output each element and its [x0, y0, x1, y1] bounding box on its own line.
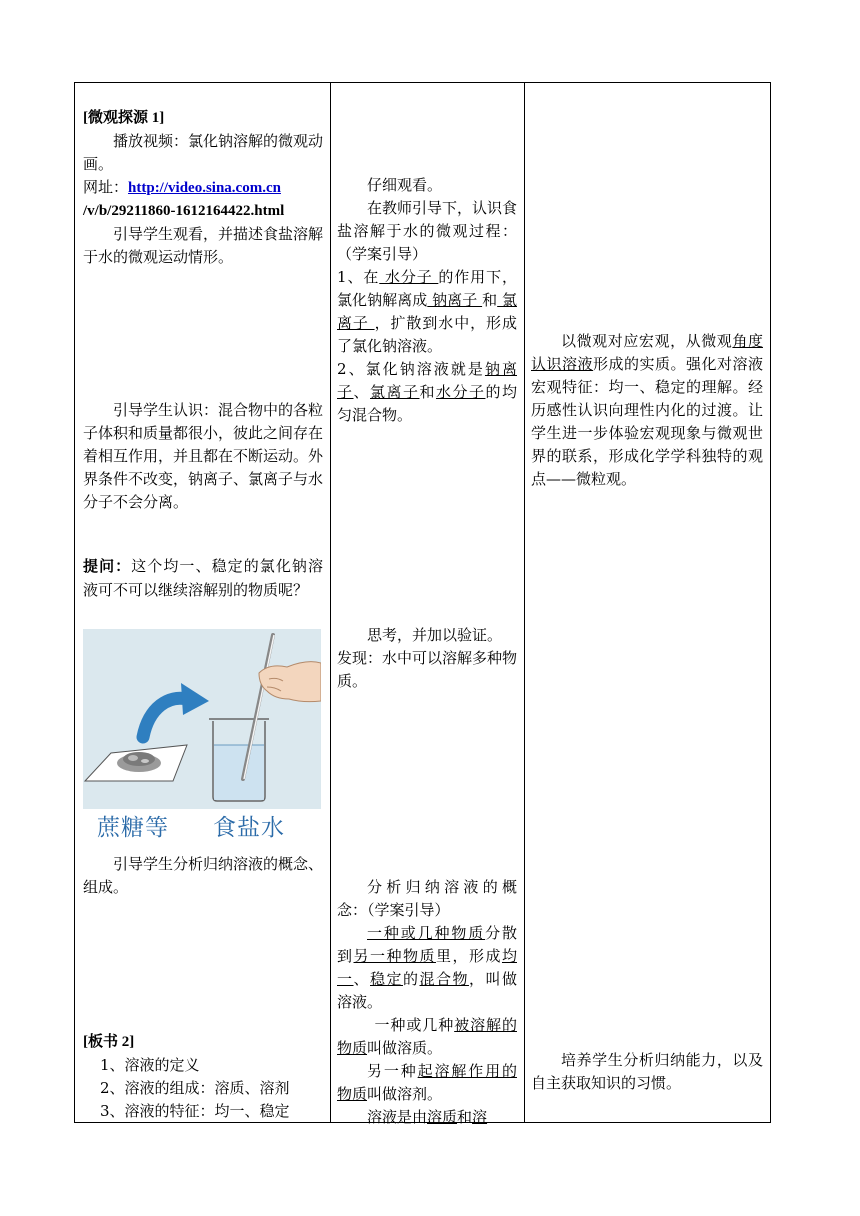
key-term: 溶 — [472, 1108, 488, 1126]
question-text: 这个均一、稳定的氯化钠溶液可不可以继续溶解别的物质呢？ — [83, 557, 323, 599]
url-line — [83, 176, 323, 200]
caption-salt-water: 食盐水 — [213, 815, 285, 841]
fill-answer: 氯离子 — [337, 291, 517, 332]
guide-paragraph: 引导学生认识：混合物中的各粒子体积和质量都很小，彼此之间存在着相互作用，并且都在不断运动。外界条件不改变，钠离子、氯离子与水分子不会分离。 — [83, 401, 324, 511]
intent-paragraph — [531, 330, 763, 491]
text: 叫做溶剂。 — [367, 1085, 443, 1103]
key-term: 角度认识溶液 — [531, 332, 763, 373]
micro-source-block — [83, 107, 323, 269]
text: 和 — [482, 291, 498, 309]
think-text: 思考，并加以验证。 — [367, 626, 503, 644]
question-label: 提问： — [83, 559, 132, 575]
text: 一种或几种 — [374, 1016, 455, 1034]
student-observe-block — [337, 174, 517, 427]
text: 形成的实质。强化对溶液宏观特征：均一、稳定的理解。经历感性认识向理性内化的过渡。让学生进一步体验宏观现象与微观世界的联系，形成化学学科独特的观点——微粒观。 — [531, 355, 763, 488]
lesson-table — [74, 82, 771, 1126]
student-concept-block — [337, 876, 517, 1129]
illustration-caption — [83, 809, 321, 849]
concept-guide-paragraph: 引导学生分析归纳溶液的概念、组成。 — [83, 855, 324, 896]
column-divider — [524, 83, 525, 1122]
text: 里，形成 — [435, 947, 502, 965]
observe-instruction: 引导学生观看，并描述食盐溶解于水的微观运动情形。 — [83, 225, 324, 266]
intent-block-2 — [531, 1049, 763, 1095]
text: 和 — [419, 383, 436, 401]
question-block — [83, 555, 323, 602]
key-term: 溶质 — [427, 1108, 458, 1126]
guide-intro: 在教师引导下，认识食盐溶解于水的微观过程：（学案引导） — [337, 199, 518, 263]
text: 溶液是由 — [367, 1108, 428, 1126]
text: 叫做溶质。 — [367, 1039, 443, 1057]
concept-intro: 分析归纳溶液的概念：（学案引导） — [337, 878, 517, 919]
text: 另一种 — [367, 1062, 418, 1080]
fill-answer: 钠离子 — [337, 360, 517, 401]
video-link[interactable]: http://video.sina.com.cn — [128, 180, 281, 196]
text: ，扩散到水中，形成了氯化钠溶液。 — [337, 314, 517, 355]
key-term: 被溶解的物质 — [337, 1016, 517, 1057]
fill-answer: 氯离子 — [370, 383, 420, 401]
process-item-1 — [337, 266, 517, 358]
text: 、 — [353, 970, 370, 988]
solvent-definition — [337, 1060, 517, 1106]
section-heading: [微观探源 1] — [83, 110, 165, 126]
fill-answer: 钠离子 — [427, 291, 483, 309]
watch-text: 仔细观看。 — [367, 176, 443, 194]
guide-block — [83, 399, 323, 514]
key-term: 一种或几种物质 — [367, 924, 486, 942]
url-label: 网址： — [83, 178, 129, 196]
key-term: 均一 — [337, 947, 517, 988]
process-item-2 — [337, 358, 517, 427]
dissolving-drawing — [83, 629, 321, 809]
board-item: 3、溶液的特征：均一、稳定 — [100, 1102, 290, 1120]
text: ，叫做溶液。 — [337, 970, 517, 1011]
text: 分散到 — [337, 924, 517, 965]
board-block — [83, 1031, 323, 1123]
text: 、 — [353, 383, 370, 401]
found-text: 发现：水中可以溶解多种物质。 — [337, 649, 518, 690]
key-term: 混合物 — [419, 970, 469, 988]
question-paragraph — [83, 555, 323, 602]
text: 的作用下，氯化钠解离成 — [337, 268, 517, 309]
dissolving-illustration — [83, 629, 321, 849]
url-path: /v/b/29211860-1612164422.html — [83, 203, 285, 219]
text: 的 — [402, 970, 420, 988]
concept-guide-block — [83, 853, 323, 899]
board-item: 2、溶液的组成：溶质、溶剂 — [100, 1079, 290, 1097]
text: 的均匀混合物。 — [337, 383, 517, 424]
text: 以微观对应宏观，从微观 — [561, 332, 733, 350]
text: 2、氯化钠溶液就是 — [337, 360, 485, 378]
caption-sugar: 蔗糖等 — [97, 815, 169, 841]
fill-answer: 水分子 — [379, 268, 439, 286]
solution-definition — [337, 922, 517, 1014]
key-term: 起溶解作用的物质 — [337, 1062, 517, 1103]
composition-line — [337, 1106, 517, 1129]
solute-definition — [337, 1014, 517, 1060]
fill-answer: 水分子 — [435, 383, 486, 401]
student-think-block — [337, 624, 517, 693]
board-item: 1、溶液的定义 — [100, 1056, 200, 1074]
text: 和 — [457, 1108, 473, 1126]
key-term: 稳定 — [370, 970, 403, 988]
text: 1、在 — [337, 268, 380, 286]
section-heading: [板书 2] — [83, 1034, 135, 1050]
key-term: 另一种物质 — [353, 947, 436, 965]
intent-block-1 — [531, 330, 763, 491]
video-instruction: 播放视频：氯化钠溶解的微观动画。 — [83, 132, 324, 173]
column-divider — [330, 83, 331, 1122]
intent-paragraph: 培养学生分析归纳能力，以及自主获取知识的习惯。 — [531, 1051, 763, 1092]
